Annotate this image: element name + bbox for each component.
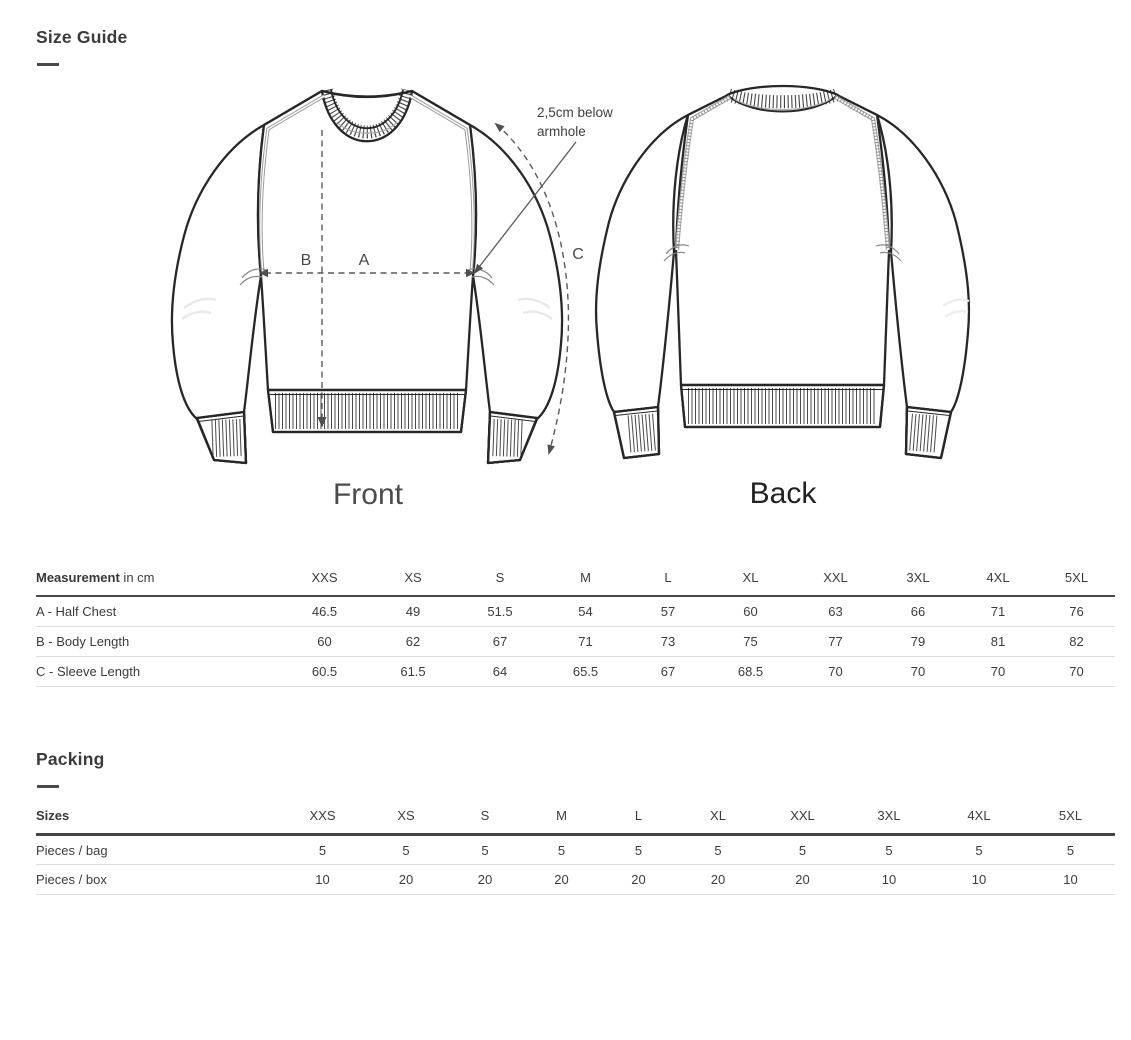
value-cell: 57 (628, 596, 708, 626)
value-cell: 70 (793, 656, 878, 686)
value-cell: 60 (708, 596, 793, 626)
value-cell: 77 (793, 626, 878, 656)
value-cell: 5 (523, 835, 600, 865)
size-column-header: 3XL (877, 808, 901, 823)
table-row (36, 656, 1115, 686)
size-guide-heading: Size Guide (36, 27, 128, 47)
value-cell: 76 (1038, 596, 1115, 626)
value-cell: 75 (708, 626, 793, 656)
back-body (676, 94, 889, 385)
value-cell: 51.5 (457, 596, 543, 626)
table-row (36, 626, 1115, 656)
packing-heading-dash (37, 785, 59, 788)
value-cell: 49 (369, 596, 457, 626)
value-cell: 62 (369, 626, 457, 656)
packing-heading: Packing (36, 749, 105, 769)
table-row (36, 865, 1115, 895)
value-cell: 10 (846, 865, 932, 895)
row-label: Pieces / bag (36, 835, 280, 865)
value-cell: 5 (447, 835, 523, 865)
value-cell: 61.5 (369, 656, 457, 686)
size-column-header: S (480, 808, 490, 823)
size-column-header: XXS (311, 570, 338, 585)
value-cell: 5 (1026, 835, 1115, 865)
sweater-back-diagram (593, 70, 1008, 470)
value-cell: 70 (878, 656, 958, 686)
table-row (36, 835, 1115, 865)
value-cell: 71 (543, 626, 628, 656)
back-view-label: Back (749, 477, 817, 510)
table-header-row (36, 566, 1115, 596)
marker-a-label: A (358, 252, 370, 269)
value-cell: 70 (958, 656, 1038, 686)
value-cell: 5 (846, 835, 932, 865)
heading-dash (37, 63, 59, 66)
size-column-header: 5XL (1058, 808, 1083, 823)
value-cell: 20 (759, 865, 846, 895)
value-cell: 70 (1038, 656, 1115, 686)
value-cell: 67 (457, 626, 543, 656)
value-cell: 64 (457, 656, 543, 686)
value-cell: 10 (280, 865, 365, 895)
armhole-annotation (537, 103, 613, 141)
value-cell: 5 (280, 835, 365, 865)
value-cell: 20 (365, 865, 447, 895)
size-column-header: L (664, 570, 672, 585)
value-cell: 20 (600, 865, 677, 895)
front-view-label: Front (332, 478, 404, 511)
size-column-header: 4XL (986, 570, 1010, 585)
value-cell: 65.5 (543, 656, 628, 686)
value-cell: 5 (677, 835, 759, 865)
value-cell: 54 (543, 596, 628, 626)
size-column-header: 4XL (967, 808, 991, 823)
armhole-annotation-line1: 2,5cm below (537, 105, 613, 120)
table-row (36, 596, 1115, 626)
size-column-header: XL (742, 570, 759, 585)
size-column-header: 5XL (1064, 570, 1089, 585)
value-cell: 20 (447, 865, 523, 895)
size-column-header: XL (710, 808, 726, 823)
value-cell: 5 (932, 835, 1026, 865)
packing-table (36, 804, 1115, 895)
value-cell: 82 (1038, 626, 1115, 656)
value-cell: 60.5 (280, 656, 369, 686)
value-cell: 10 (932, 865, 1026, 895)
table-first-header: Sizes (36, 808, 70, 823)
row-label: B - Body Length (36, 626, 280, 656)
size-column-header: M (556, 808, 567, 823)
value-cell: 20 (677, 865, 759, 895)
value-cell: 71 (958, 596, 1038, 626)
value-cell: 67 (628, 656, 708, 686)
value-cell: 68.5 (708, 656, 793, 686)
value-cell: 5 (365, 835, 447, 865)
size-column-header: 3XL (906, 570, 930, 585)
table-first-header: Measurement in cm (36, 570, 155, 585)
row-label: Pieces / box (36, 865, 280, 895)
value-cell: 5 (759, 835, 846, 865)
size-column-header: XXL (823, 570, 848, 585)
back-rib-texture (629, 406, 936, 434)
size-column-header: XXL (790, 808, 815, 823)
value-cell: 20 (523, 865, 600, 895)
size-column-header: M (580, 570, 591, 585)
value-cell: 60 (280, 626, 369, 656)
size-column-header: XXS (309, 808, 336, 823)
value-cell: 73 (628, 626, 708, 656)
value-cell: 63 (793, 596, 878, 626)
value-cell: 46.5 (280, 596, 369, 626)
marker-b-label: B (300, 252, 312, 269)
value-cell: 79 (878, 626, 958, 656)
value-cell: 10 (1026, 865, 1115, 895)
size-column-header: S (495, 570, 505, 585)
armhole-annotation-line2: armhole (537, 124, 586, 139)
front-rib-texture (212, 411, 522, 439)
measurement-table (36, 566, 1115, 687)
value-cell: 81 (958, 626, 1038, 656)
marker-c-label: C (572, 246, 584, 263)
row-label: C - Sleeve Length (36, 656, 280, 686)
table-header-row (36, 804, 1115, 835)
size-column-header: XS (404, 570, 422, 585)
row-label: A - Half Chest (36, 596, 280, 626)
size-column-header: L (634, 808, 643, 823)
value-cell: 66 (878, 596, 958, 626)
value-cell: 5 (600, 835, 677, 865)
size-column-header: XS (397, 808, 415, 823)
